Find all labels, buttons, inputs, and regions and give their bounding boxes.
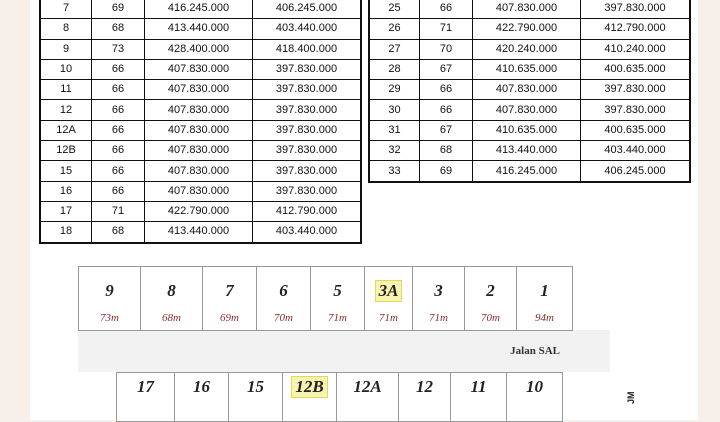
land-area-cell: 66 bbox=[420, 0, 473, 19]
plot-area: 71m bbox=[429, 312, 448, 324]
plot-11 bbox=[450, 372, 507, 422]
table-row bbox=[40, 80, 361, 100]
plot-number: 11 bbox=[470, 377, 487, 396]
table-row bbox=[369, 161, 690, 182]
plot-number-cell: 29 bbox=[369, 80, 420, 100]
price-discount-cell: 403.440.000 bbox=[253, 222, 362, 243]
plot-number: 7 bbox=[225, 281, 234, 300]
land-area-cell: 69 bbox=[420, 161, 473, 182]
price-discount-cell: 397.830.000 bbox=[253, 181, 362, 201]
table-row bbox=[40, 181, 361, 201]
plot-1 bbox=[516, 266, 573, 331]
price-normal-cell: 413.440.000 bbox=[145, 222, 253, 243]
land-area-cell: 66 bbox=[92, 161, 145, 181]
plot-number: 16 bbox=[193, 377, 210, 396]
price-discount-cell: 397.830.000 bbox=[253, 141, 362, 161]
plot-number: 10 bbox=[526, 377, 543, 396]
plot-area: 71m bbox=[379, 312, 398, 324]
plot-number-cell: 7 bbox=[40, 0, 92, 19]
plot-number-cell: 33 bbox=[369, 161, 420, 182]
table-row bbox=[40, 120, 361, 140]
plot-number: 15 bbox=[247, 377, 264, 396]
plot-number-cell: 8 bbox=[40, 19, 92, 39]
land-area-cell: 66 bbox=[420, 80, 473, 100]
price-discount-cell: 406.245.000 bbox=[253, 0, 362, 19]
plot-number: 17 bbox=[137, 377, 154, 396]
price-normal-cell: 407.830.000 bbox=[145, 181, 253, 201]
land-area-cell: 68 bbox=[420, 141, 473, 161]
price-discount-cell: 397.830.000 bbox=[581, 80, 691, 100]
price-discount-cell: 412.790.000 bbox=[253, 201, 362, 221]
land-area-cell: 66 bbox=[92, 141, 145, 161]
price-normal-cell: 422.790.000 bbox=[473, 19, 581, 39]
plot-15 bbox=[228, 372, 283, 422]
plot-10 bbox=[506, 372, 563, 422]
table-row bbox=[40, 161, 361, 181]
plot-area: 68m bbox=[162, 312, 181, 324]
plot-number: 12 bbox=[416, 377, 433, 396]
price-normal-cell: 407.830.000 bbox=[145, 141, 253, 161]
table-row bbox=[369, 0, 690, 19]
price-normal-cell: 420.240.000 bbox=[473, 39, 581, 59]
price-normal-cell: 407.830.000 bbox=[145, 100, 253, 120]
plot-7 bbox=[202, 266, 257, 331]
price-discount-cell: 397.830.000 bbox=[253, 80, 362, 100]
price-discount-cell: 403.440.000 bbox=[253, 19, 362, 39]
price-table-right bbox=[368, 0, 691, 183]
table-row bbox=[40, 19, 361, 39]
table-row bbox=[40, 141, 361, 161]
price-discount-cell: 397.830.000 bbox=[253, 161, 362, 181]
price-discount-cell: 397.830.000 bbox=[581, 100, 691, 120]
plot-number-cell: 10 bbox=[40, 59, 92, 79]
plot-number-cell: 31 bbox=[369, 120, 420, 140]
price-normal-cell: 407.830.000 bbox=[145, 161, 253, 181]
table-row bbox=[369, 80, 690, 100]
plot-number-cell: 30 bbox=[369, 100, 420, 120]
plot-number-cell: 25 bbox=[369, 0, 420, 19]
plot-number: 1 bbox=[540, 281, 549, 300]
price-discount-cell: 397.830.000 bbox=[253, 59, 362, 79]
plot-number: 9 bbox=[105, 281, 114, 300]
price-discount-cell: 406.245.000 bbox=[581, 161, 691, 182]
plot-area: 73m bbox=[100, 312, 119, 324]
price-discount-cell: 400.635.000 bbox=[581, 120, 691, 140]
table-row bbox=[369, 100, 690, 120]
plot-number-cell: 16 bbox=[40, 181, 92, 201]
land-area-cell: 66 bbox=[92, 100, 145, 120]
plot-area: 70m bbox=[481, 312, 500, 324]
plot-3 bbox=[412, 266, 465, 331]
table-row bbox=[369, 141, 690, 161]
plot-number-cell: 9 bbox=[40, 39, 92, 59]
plot-2 bbox=[464, 266, 517, 331]
price-normal-cell: 410.635.000 bbox=[473, 59, 581, 79]
table-row bbox=[40, 59, 361, 79]
land-area-cell: 70 bbox=[420, 39, 473, 59]
land-area-cell: 73 bbox=[92, 39, 145, 59]
plot-number-cell: 32 bbox=[369, 141, 420, 161]
plot-3A bbox=[364, 266, 413, 331]
site-plan bbox=[78, 264, 618, 420]
table-row bbox=[369, 39, 690, 59]
price-normal-cell: 407.830.000 bbox=[473, 100, 581, 120]
plot-number-cell: 11 bbox=[40, 80, 92, 100]
price-discount-cell: 410.240.000 bbox=[581, 39, 691, 59]
plot-8 bbox=[140, 266, 203, 331]
plot-number-cell: 26 bbox=[369, 19, 420, 39]
land-area-cell: 68 bbox=[92, 222, 145, 243]
plot-number: 2 bbox=[486, 281, 495, 300]
plot-number-cell: 17 bbox=[40, 201, 92, 221]
plot-12A bbox=[336, 372, 399, 422]
table-row bbox=[369, 120, 690, 140]
plot-number-cell: 27 bbox=[369, 39, 420, 59]
land-area-cell: 66 bbox=[92, 181, 145, 201]
price-normal-cell: 407.830.000 bbox=[473, 80, 581, 100]
plot-number: 3A bbox=[365, 281, 412, 301]
plot-6 bbox=[256, 266, 311, 331]
price-discount-cell: 403.440.000 bbox=[581, 141, 691, 161]
plot-area: 94m bbox=[535, 312, 554, 324]
price-normal-cell: 413.440.000 bbox=[473, 141, 581, 161]
price-normal-cell: 422.790.000 bbox=[145, 201, 253, 221]
land-area-cell: 66 bbox=[92, 120, 145, 140]
price-normal-cell: 428.400.000 bbox=[145, 39, 253, 59]
land-area-cell: 69 bbox=[92, 0, 145, 19]
plot-number-cell: 12 bbox=[40, 100, 92, 120]
table-row bbox=[369, 59, 690, 79]
plot-16 bbox=[174, 372, 229, 422]
plot-number: 12B bbox=[283, 377, 336, 397]
price-normal-cell: 407.830.000 bbox=[145, 59, 253, 79]
price-normal-cell: 407.830.000 bbox=[145, 120, 253, 140]
land-area-cell: 71 bbox=[420, 19, 473, 39]
table-row bbox=[369, 19, 690, 39]
plot-number: 6 bbox=[279, 281, 288, 300]
price-discount-cell: 418.400.000 bbox=[253, 39, 362, 59]
table-row bbox=[40, 39, 361, 59]
land-area-cell: 67 bbox=[420, 59, 473, 79]
table-row bbox=[40, 100, 361, 120]
plot-17 bbox=[116, 372, 175, 422]
plot-number: 8 bbox=[167, 281, 176, 300]
price-discount-cell: 397.830.000 bbox=[253, 100, 362, 120]
plot-number-cell: 12A bbox=[40, 120, 92, 140]
plot-number-cell: 15 bbox=[40, 161, 92, 181]
land-area-cell: 66 bbox=[420, 100, 473, 120]
price-discount-cell: 412.790.000 bbox=[581, 19, 691, 39]
price-normal-cell: 416.245.000 bbox=[145, 0, 253, 19]
land-area-cell: 71 bbox=[92, 201, 145, 221]
price-discount-cell: 400.635.000 bbox=[581, 59, 691, 79]
plot-number: 12A bbox=[353, 377, 382, 396]
table-row bbox=[40, 201, 361, 221]
plot-area: 70m bbox=[274, 312, 293, 324]
price-normal-cell: 413.440.000 bbox=[145, 19, 253, 39]
price-normal-cell: 407.830.000 bbox=[473, 0, 581, 19]
plot-number: 3 bbox=[434, 281, 443, 300]
plot-number-cell: 12B bbox=[40, 141, 92, 161]
price-table-left bbox=[39, 0, 362, 244]
plot-number-cell: 18 bbox=[40, 222, 92, 243]
land-area-cell: 66 bbox=[92, 59, 145, 79]
side-label: JM bbox=[626, 391, 636, 404]
price-normal-cell: 416.245.000 bbox=[473, 161, 581, 182]
plot-area: 69m bbox=[220, 312, 239, 324]
price-normal-cell: 410.635.000 bbox=[473, 120, 581, 140]
plot-number-cell: 28 bbox=[369, 59, 420, 79]
price-discount-cell: 397.830.000 bbox=[581, 0, 691, 19]
table-row bbox=[40, 222, 361, 243]
road-label: Jalan SAL bbox=[510, 345, 560, 357]
price-normal-cell: 407.830.000 bbox=[145, 80, 253, 100]
table-row bbox=[40, 0, 361, 19]
plot-5 bbox=[310, 266, 365, 331]
plot-12 bbox=[398, 372, 451, 422]
plot-12B bbox=[282, 372, 337, 422]
land-area-cell: 67 bbox=[420, 120, 473, 140]
plot-number: 5 bbox=[333, 281, 342, 300]
plot-area: 71m bbox=[328, 312, 347, 324]
land-area-cell: 68 bbox=[92, 19, 145, 39]
price-discount-cell: 397.830.000 bbox=[253, 120, 362, 140]
land-area-cell: 66 bbox=[92, 80, 145, 100]
plot-9 bbox=[78, 266, 141, 331]
